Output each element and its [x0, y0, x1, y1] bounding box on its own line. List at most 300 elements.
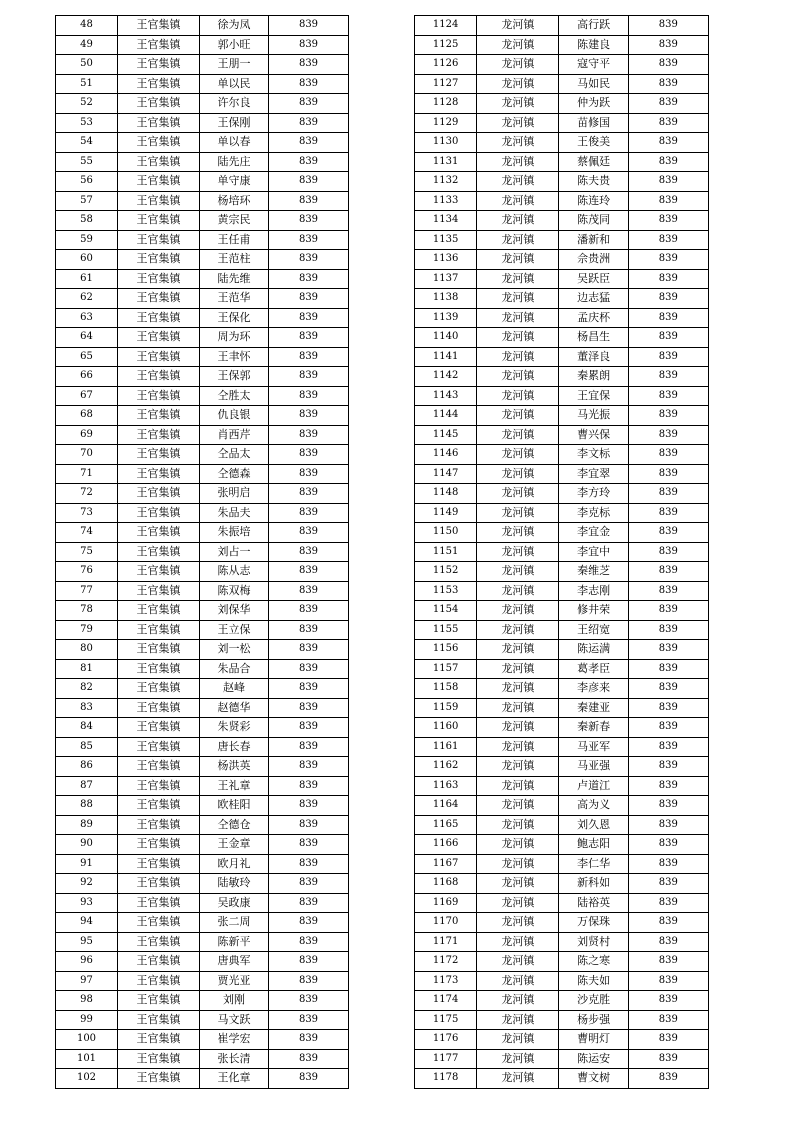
- person-name-cell: 刘刚: [200, 991, 269, 1011]
- amount-cell: 839: [269, 835, 349, 855]
- person-name-cell: 朱品夫: [200, 503, 269, 523]
- table-row: [415, 679, 709, 699]
- table-row: [56, 308, 349, 328]
- person-name-cell: 张明启: [200, 484, 269, 504]
- amount-cell: 839: [628, 913, 708, 933]
- person-name-cell: 王俊美: [559, 133, 628, 153]
- town-name-cell: 王官集镇: [118, 289, 200, 309]
- table-row: [415, 874, 709, 894]
- person-name-cell: 马文跃: [200, 1010, 269, 1030]
- amount-cell: 839: [269, 347, 349, 367]
- town-name-cell: 王官集镇: [118, 737, 200, 757]
- row-number-cell: 1151: [415, 542, 477, 562]
- row-number-cell: 86: [56, 757, 118, 777]
- person-name-cell: 苗修国: [559, 113, 628, 133]
- row-number-cell: 93: [56, 893, 118, 913]
- town-name-cell: 王官集镇: [118, 503, 200, 523]
- town-name-cell: 龙河镇: [477, 35, 559, 55]
- town-name-cell: 龙河镇: [477, 503, 559, 523]
- person-name-cell: 陈运满: [559, 640, 628, 660]
- town-name-cell: 龙河镇: [477, 679, 559, 699]
- amount-cell: 839: [269, 367, 349, 387]
- amount-cell: 839: [269, 191, 349, 211]
- table-row: [415, 698, 709, 718]
- row-number-cell: 89: [56, 815, 118, 835]
- town-name-cell: 龙河镇: [477, 425, 559, 445]
- row-number-cell: 51: [56, 74, 118, 94]
- row-number-cell: 75: [56, 542, 118, 562]
- person-name-cell: 徐为凤: [200, 16, 269, 36]
- town-name-cell: 龙河镇: [477, 289, 559, 309]
- town-name-cell: 龙河镇: [477, 991, 559, 1011]
- town-name-cell: 王官集镇: [118, 367, 200, 387]
- table-row: [56, 737, 349, 757]
- table-row: [415, 562, 709, 582]
- person-name-cell: 修井荣: [559, 601, 628, 621]
- town-name-cell: 王官集镇: [118, 776, 200, 796]
- amount-cell: 839: [628, 952, 708, 972]
- table-row: [415, 601, 709, 621]
- person-name-cell: 陈建良: [559, 35, 628, 55]
- amount-cell: 839: [628, 1010, 708, 1030]
- town-name-cell: 王官集镇: [118, 913, 200, 933]
- amount-cell: 839: [628, 874, 708, 894]
- row-number-cell: 90: [56, 835, 118, 855]
- table-row: [56, 640, 349, 660]
- amount-cell: 839: [628, 445, 708, 465]
- town-name-cell: 王官集镇: [118, 562, 200, 582]
- person-name-cell: 张长清: [200, 1049, 269, 1069]
- town-name-cell: 龙河镇: [477, 620, 559, 640]
- person-name-cell: 李克标: [559, 503, 628, 523]
- amount-cell: 839: [628, 347, 708, 367]
- table-row: [415, 367, 709, 387]
- row-number-cell: 72: [56, 484, 118, 504]
- row-number-cell: 1149: [415, 503, 477, 523]
- table-row: [56, 445, 349, 465]
- row-number-cell: 57: [56, 191, 118, 211]
- row-number-cell: 88: [56, 796, 118, 816]
- amount-cell: 839: [628, 386, 708, 406]
- row-number-cell: 53: [56, 113, 118, 133]
- amount-cell: 839: [269, 718, 349, 738]
- table-row: [56, 74, 349, 94]
- person-name-cell: 刘占一: [200, 542, 269, 562]
- row-number-cell: 1124: [415, 16, 477, 36]
- table-row: [415, 464, 709, 484]
- person-name-cell: 马亚强: [559, 757, 628, 777]
- row-number-cell: 1144: [415, 406, 477, 426]
- row-number-cell: 68: [56, 406, 118, 426]
- person-name-cell: 赵德华: [200, 698, 269, 718]
- amount-cell: 839: [269, 464, 349, 484]
- person-name-cell: 陈运安: [559, 1049, 628, 1069]
- person-name-cell: 王化章: [200, 1069, 269, 1089]
- row-number-cell: 1165: [415, 815, 477, 835]
- person-name-cell: 李彦来: [559, 679, 628, 699]
- person-name-cell: 唐典军: [200, 952, 269, 972]
- table-row: [415, 815, 709, 835]
- person-name-cell: 李宜中: [559, 542, 628, 562]
- town-name-cell: 龙河镇: [477, 796, 559, 816]
- person-name-cell: 葛孝臣: [559, 659, 628, 679]
- person-name-cell: 秦累朗: [559, 367, 628, 387]
- row-number-cell: 1155: [415, 620, 477, 640]
- person-name-cell: 陈新平: [200, 932, 269, 952]
- town-name-cell: 龙河镇: [477, 523, 559, 543]
- person-name-cell: 朱振培: [200, 523, 269, 543]
- amount-cell: 839: [269, 796, 349, 816]
- town-name-cell: 龙河镇: [477, 952, 559, 972]
- table-row: [56, 250, 349, 270]
- person-name-cell: 陈连玲: [559, 191, 628, 211]
- table-row: [415, 835, 709, 855]
- table-row: [415, 718, 709, 738]
- person-name-cell: 赵峰: [200, 679, 269, 699]
- town-name-cell: 王官集镇: [118, 191, 200, 211]
- row-number-cell: 50: [56, 55, 118, 75]
- town-name-cell: 龙河镇: [477, 815, 559, 835]
- table-row: [56, 35, 349, 55]
- town-name-cell: 王官集镇: [118, 854, 200, 874]
- person-name-cell: 王范华: [200, 289, 269, 309]
- table-row: [56, 1049, 349, 1069]
- row-number-cell: 96: [56, 952, 118, 972]
- amount-cell: 839: [269, 152, 349, 172]
- table-row: [56, 55, 349, 75]
- amount-cell: 839: [269, 484, 349, 504]
- table-row: [56, 172, 349, 192]
- amount-cell: 839: [628, 211, 708, 231]
- row-number-cell: 1153: [415, 581, 477, 601]
- person-name-cell: 刘久恩: [559, 815, 628, 835]
- town-name-cell: 龙河镇: [477, 484, 559, 504]
- person-name-cell: 刘贤村: [559, 932, 628, 952]
- row-number-cell: 1170: [415, 913, 477, 933]
- town-name-cell: 王官集镇: [118, 250, 200, 270]
- table-row: [415, 406, 709, 426]
- row-number-cell: 60: [56, 250, 118, 270]
- amount-cell: 839: [269, 1010, 349, 1030]
- table-row: [56, 113, 349, 133]
- person-name-cell: 仇良银: [200, 406, 269, 426]
- table-row: [56, 776, 349, 796]
- amount-cell: 839: [628, 230, 708, 250]
- town-name-cell: 龙河镇: [477, 191, 559, 211]
- person-name-cell: 卢道江: [559, 776, 628, 796]
- amount-cell: 839: [628, 523, 708, 543]
- table-row: [56, 16, 349, 36]
- row-number-cell: 92: [56, 874, 118, 894]
- row-number-cell: 1125: [415, 35, 477, 55]
- town-name-cell: 龙河镇: [477, 1010, 559, 1030]
- amount-cell: 839: [269, 854, 349, 874]
- person-name-cell: 王朋一: [200, 55, 269, 75]
- table-row: [415, 1049, 709, 1069]
- person-name-cell: 孟庆杯: [559, 308, 628, 328]
- table-row: [415, 932, 709, 952]
- table-row: [56, 328, 349, 348]
- town-name-cell: 王官集镇: [118, 835, 200, 855]
- row-number-cell: 59: [56, 230, 118, 250]
- town-name-cell: 王官集镇: [118, 718, 200, 738]
- amount-cell: 839: [628, 484, 708, 504]
- amount-cell: 839: [269, 542, 349, 562]
- amount-cell: 839: [628, 815, 708, 835]
- row-number-cell: 56: [56, 172, 118, 192]
- person-name-cell: 杨洪英: [200, 757, 269, 777]
- person-name-cell: 张二周: [200, 913, 269, 933]
- row-number-cell: 1174: [415, 991, 477, 1011]
- row-number-cell: 1140: [415, 328, 477, 348]
- amount-cell: 839: [269, 757, 349, 777]
- amount-cell: 839: [269, 952, 349, 972]
- person-name-cell: 王绍宽: [559, 620, 628, 640]
- town-name-cell: 龙河镇: [477, 874, 559, 894]
- person-name-cell: 吴政康: [200, 893, 269, 913]
- person-name-cell: 曹文树: [559, 1069, 628, 1089]
- town-name-cell: 龙河镇: [477, 211, 559, 231]
- town-name-cell: 王官集镇: [118, 620, 200, 640]
- amount-cell: 839: [269, 562, 349, 582]
- person-name-cell: 李仁华: [559, 854, 628, 874]
- row-number-cell: 1137: [415, 269, 477, 289]
- person-name-cell: 单守康: [200, 172, 269, 192]
- person-name-cell: 仝德森: [200, 464, 269, 484]
- row-number-cell: 1156: [415, 640, 477, 660]
- row-number-cell: 1167: [415, 854, 477, 874]
- amount-cell: 839: [628, 133, 708, 153]
- town-name-cell: 龙河镇: [477, 55, 559, 75]
- town-name-cell: 龙河镇: [477, 133, 559, 153]
- town-name-cell: 龙河镇: [477, 757, 559, 777]
- town-name-cell: 龙河镇: [477, 74, 559, 94]
- amount-cell: 839: [269, 425, 349, 445]
- table-row: [415, 94, 709, 114]
- person-name-cell: 刘一松: [200, 640, 269, 660]
- town-name-cell: 王官集镇: [118, 874, 200, 894]
- table-row: [415, 191, 709, 211]
- town-name-cell: 王官集镇: [118, 347, 200, 367]
- table-row: [56, 562, 349, 582]
- row-number-cell: 102: [56, 1069, 118, 1089]
- person-name-cell: 陈双梅: [200, 581, 269, 601]
- person-name-cell: 秦维芝: [559, 562, 628, 582]
- amount-cell: 839: [628, 250, 708, 270]
- row-number-cell: 78: [56, 601, 118, 621]
- town-name-cell: 王官集镇: [118, 74, 200, 94]
- town-name-cell: 龙河镇: [477, 172, 559, 192]
- table-row: [56, 464, 349, 484]
- amount-cell: 839: [269, 328, 349, 348]
- town-name-cell: 王官集镇: [118, 308, 200, 328]
- person-name-cell: 马亚军: [559, 737, 628, 757]
- amount-cell: 839: [628, 971, 708, 991]
- table-row: [415, 620, 709, 640]
- table-row: [56, 94, 349, 114]
- row-number-cell: 1158: [415, 679, 477, 699]
- town-name-cell: 龙河镇: [477, 640, 559, 660]
- amount-cell: 839: [628, 835, 708, 855]
- row-number-cell: 1128: [415, 94, 477, 114]
- town-name-cell: 龙河镇: [477, 854, 559, 874]
- table-row: [415, 1030, 709, 1050]
- amount-cell: 839: [269, 991, 349, 1011]
- town-name-cell: 龙河镇: [477, 932, 559, 952]
- table-row: [415, 211, 709, 231]
- amount-cell: 839: [269, 581, 349, 601]
- amount-cell: 839: [628, 425, 708, 445]
- table-row: [56, 991, 349, 1011]
- table-row: [415, 230, 709, 250]
- table-row: [56, 581, 349, 601]
- table-row: [56, 484, 349, 504]
- person-name-cell: 仲为跃: [559, 94, 628, 114]
- town-name-cell: 王官集镇: [118, 640, 200, 660]
- person-name-cell: 杨步强: [559, 1010, 628, 1030]
- town-name-cell: 龙河镇: [477, 601, 559, 621]
- town-name-cell: 王官集镇: [118, 932, 200, 952]
- town-name-cell: 王官集镇: [118, 659, 200, 679]
- row-number-cell: 71: [56, 464, 118, 484]
- person-name-cell: 曹明灯: [559, 1030, 628, 1050]
- table-row: [56, 796, 349, 816]
- row-number-cell: 1135: [415, 230, 477, 250]
- town-name-cell: 王官集镇: [118, 1030, 200, 1050]
- town-name-cell: 王官集镇: [118, 601, 200, 621]
- table-row: [56, 620, 349, 640]
- amount-cell: 839: [269, 74, 349, 94]
- person-name-cell: 王任甫: [200, 230, 269, 250]
- town-name-cell: 王官集镇: [118, 991, 200, 1011]
- table-row: [415, 308, 709, 328]
- row-number-cell: 70: [56, 445, 118, 465]
- row-number-cell: 1175: [415, 1010, 477, 1030]
- town-name-cell: 王官集镇: [118, 1069, 200, 1089]
- person-name-cell: 王范柱: [200, 250, 269, 270]
- person-name-cell: 贾光亚: [200, 971, 269, 991]
- person-name-cell: 朱贤彩: [200, 718, 269, 738]
- town-name-cell: 龙河镇: [477, 250, 559, 270]
- amount-cell: 839: [269, 269, 349, 289]
- person-name-cell: 潘新和: [559, 230, 628, 250]
- person-name-cell: 佘贵洲: [559, 250, 628, 270]
- person-name-cell: 刘保华: [200, 601, 269, 621]
- town-name-cell: 王官集镇: [118, 386, 200, 406]
- person-name-cell: 仝胜太: [200, 386, 269, 406]
- person-name-cell: 王保刚: [200, 113, 269, 133]
- town-name-cell: 龙河镇: [477, 367, 559, 387]
- row-number-cell: 49: [56, 35, 118, 55]
- town-name-cell: 王官集镇: [118, 211, 200, 231]
- person-name-cell: 许尔良: [200, 94, 269, 114]
- row-number-cell: 1139: [415, 308, 477, 328]
- amount-cell: 839: [628, 152, 708, 172]
- town-name-cell: 龙河镇: [477, 406, 559, 426]
- amount-cell: 839: [269, 503, 349, 523]
- person-name-cell: 仝德仓: [200, 815, 269, 835]
- table-row: [56, 815, 349, 835]
- row-number-cell: 1138: [415, 289, 477, 309]
- amount-cell: 839: [269, 737, 349, 757]
- table-row: [56, 874, 349, 894]
- person-name-cell: 高为义: [559, 796, 628, 816]
- row-number-cell: 94: [56, 913, 118, 933]
- row-number-cell: 1130: [415, 133, 477, 153]
- town-name-cell: 王官集镇: [118, 133, 200, 153]
- row-number-cell: 1177: [415, 1049, 477, 1069]
- row-number-cell: 82: [56, 679, 118, 699]
- row-number-cell: 1148: [415, 484, 477, 504]
- town-name-cell: 龙河镇: [477, 1049, 559, 1069]
- person-name-cell: 高行跃: [559, 16, 628, 36]
- table-row: [56, 952, 349, 972]
- amount-cell: 839: [628, 74, 708, 94]
- table-row: [415, 55, 709, 75]
- person-name-cell: 新科如: [559, 874, 628, 894]
- person-name-cell: 万保珠: [559, 913, 628, 933]
- town-name-cell: 王官集镇: [118, 971, 200, 991]
- person-name-cell: 王聿怀: [200, 347, 269, 367]
- table-row: [56, 503, 349, 523]
- table-row: [56, 835, 349, 855]
- person-name-cell: 董泽良: [559, 347, 628, 367]
- amount-cell: 839: [628, 406, 708, 426]
- table-row: [415, 757, 709, 777]
- town-name-cell: 王官集镇: [118, 425, 200, 445]
- row-number-cell: 1142: [415, 367, 477, 387]
- town-name-cell: 王官集镇: [118, 406, 200, 426]
- table-row: [56, 367, 349, 387]
- row-number-cell: 1161: [415, 737, 477, 757]
- town-name-cell: 龙河镇: [477, 94, 559, 114]
- row-number-cell: 1154: [415, 601, 477, 621]
- person-name-cell: 黄宗民: [200, 211, 269, 231]
- amount-cell: 839: [269, 172, 349, 192]
- row-number-cell: 61: [56, 269, 118, 289]
- row-number-cell: 79: [56, 620, 118, 640]
- row-number-cell: 48: [56, 16, 118, 36]
- town-name-cell: 王官集镇: [118, 484, 200, 504]
- row-number-cell: 76: [56, 562, 118, 582]
- amount-cell: 839: [269, 874, 349, 894]
- amount-cell: 839: [269, 289, 349, 309]
- town-name-cell: 王官集镇: [118, 55, 200, 75]
- amount-cell: 839: [628, 757, 708, 777]
- row-number-cell: 1171: [415, 932, 477, 952]
- amount-cell: 839: [628, 55, 708, 75]
- row-number-cell: 97: [56, 971, 118, 991]
- amount-cell: 839: [628, 503, 708, 523]
- person-name-cell: 杨昌生: [559, 328, 628, 348]
- table-row: [56, 211, 349, 231]
- table-row: [415, 289, 709, 309]
- amount-cell: 839: [628, 640, 708, 660]
- town-name-cell: 龙河镇: [477, 835, 559, 855]
- amount-cell: 839: [269, 55, 349, 75]
- amount-cell: 839: [269, 776, 349, 796]
- row-number-cell: 1163: [415, 776, 477, 796]
- table-row: [56, 971, 349, 991]
- table-row: [56, 854, 349, 874]
- town-name-cell: 龙河镇: [477, 718, 559, 738]
- row-number-cell: 1141: [415, 347, 477, 367]
- row-number-cell: 1160: [415, 718, 477, 738]
- amount-cell: 839: [269, 308, 349, 328]
- table-row: [56, 152, 349, 172]
- row-number-cell: 1127: [415, 74, 477, 94]
- person-name-cell: 杨培环: [200, 191, 269, 211]
